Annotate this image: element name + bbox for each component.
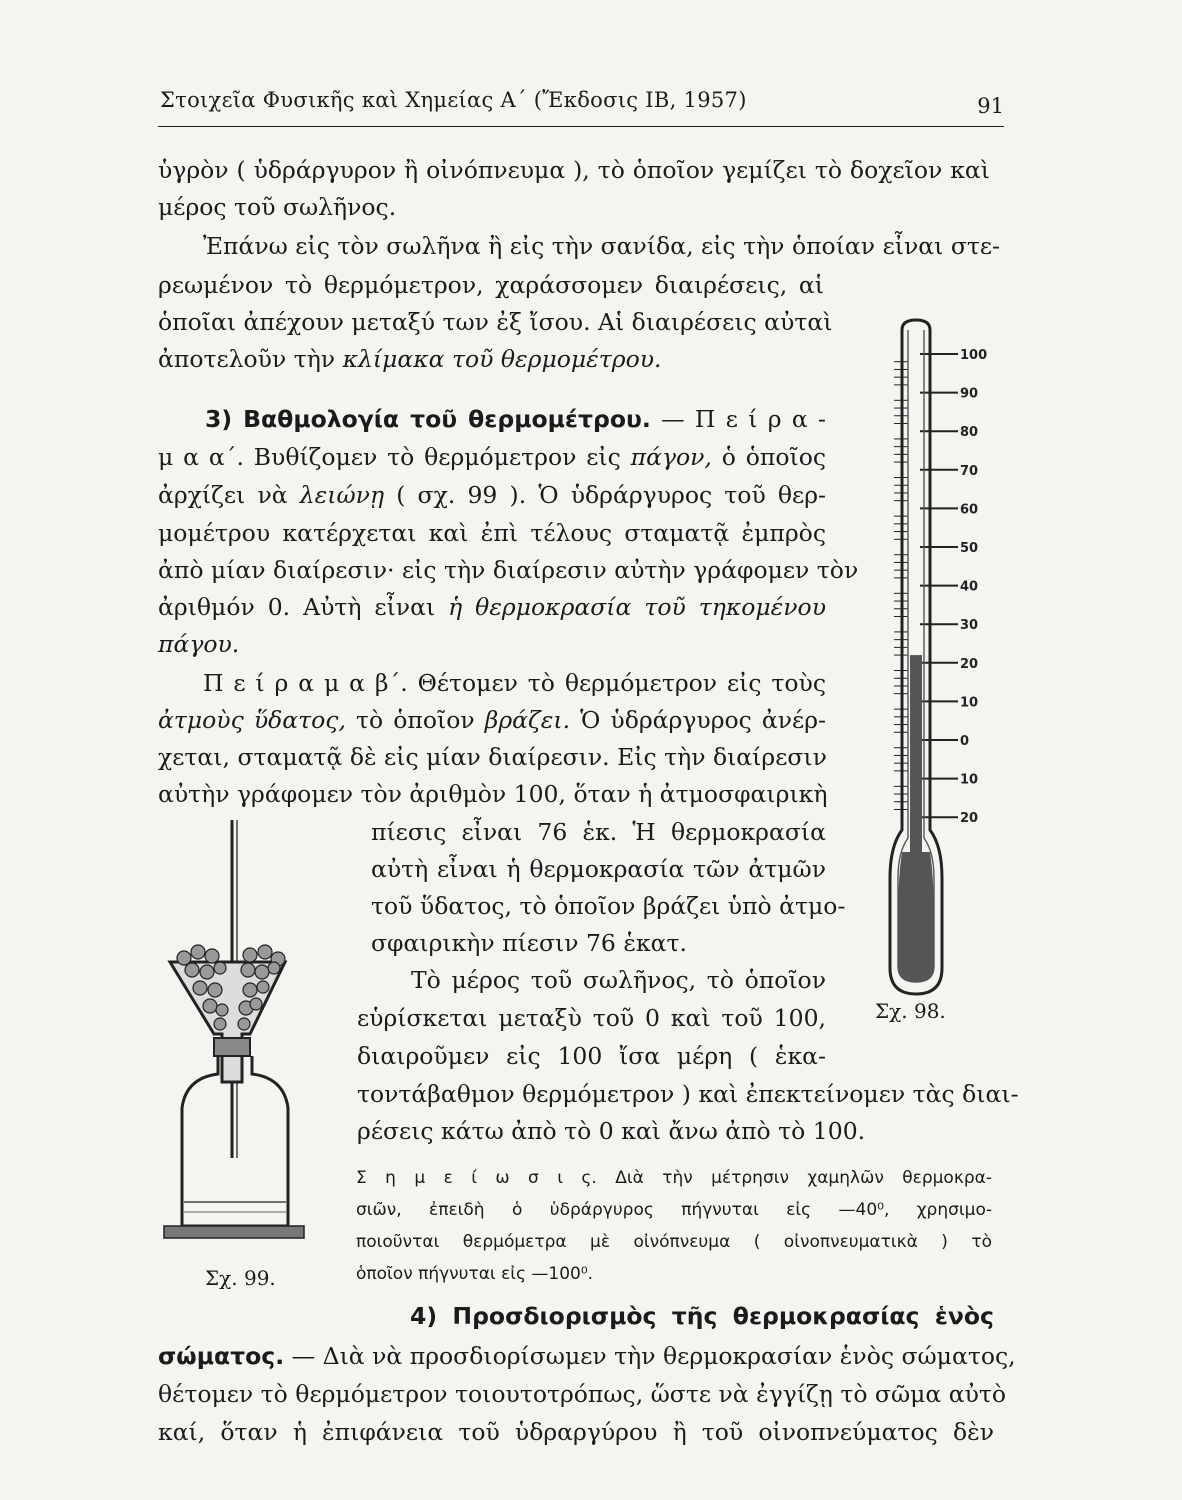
note-line: ὁποῖον πήγνυται εἰς —100⁰.: [356, 1264, 594, 1284]
scale-label: 20: [960, 656, 979, 672]
text-line: καί, ὅταν ἡ ἐπιφάνεια τοῦ ὑδραργύρου ἢ τοῦ οἰνοπνεύματος δὲν: [158, 1418, 994, 1446]
text-line: ρεωμένον τὸ θερμόμετρον, χαράσσομεν διαιρέσεις, αἱ: [158, 271, 824, 299]
running-header: [158, 86, 1004, 127]
scale-label: 10: [960, 772, 979, 788]
term-scale: κλίμακα τοῦ θερμομέτρου.: [342, 345, 662, 373]
text-line: διαιροῦμεν εἰς 100 ἴσα μέρη ( ἑκα-: [357, 1042, 826, 1070]
note-line: ποιοῦνται θερμόμετρα μὲ οἰνόπνευμα ( οἰνοπνευματικὰ ) τὸ: [356, 1232, 992, 1252]
scale-label: 30: [960, 618, 979, 634]
mercury-column: [910, 655, 922, 852]
text-line: θέτομεν τὸ θερμόμετρον τοιουτοτρόπως, ὥστε νὰ ἐγγίζῃ τὸ σῶμα αὐτὸ: [158, 1380, 1007, 1408]
text-line: τοῦ ὕδατος, τὸ ὁποῖον βράζει ὑπὸ ἀτμο-: [371, 892, 846, 920]
text-line: ἀτμοὺς ὕδατος, τὸ ὁποῖον βράζει. Ὁ ὑδράργυρος ἀνέρ-: [158, 706, 826, 734]
text-line: ἀπὸ μίαν διαίρεσιν· εἰς τὴν διαίρεσιν αὐτὴν γράφομεν τὸν: [158, 556, 859, 584]
funnel: [170, 962, 285, 1082]
scale-label: 100: [960, 348, 988, 363]
scale-label: 70: [960, 463, 979, 479]
scale-label: 40: [960, 579, 979, 595]
figure-98-caption: Σχ. 98.: [875, 999, 946, 1023]
scale-label: 0: [960, 734, 970, 749]
base-plate: [164, 1226, 304, 1238]
figure-99-caption: Σχ. 99.: [205, 1266, 276, 1290]
text-line: ρέσεις κάτω ἀπὸ τὸ 0 καὶ ἄνω ἀπὸ τὸ 100.: [357, 1117, 866, 1145]
text-line: τοντάβαθμον θερμόμετρον ) καὶ ἐπεκτείνομεν τὰς διαι-: [357, 1080, 1019, 1108]
text-line: σφαιρικὴν πίεσιν 76 ἑκατ.: [371, 929, 687, 957]
section-3-heading: 3) Βαθμολογία τοῦ θερμομέτρου.: [205, 405, 651, 433]
section-heading: 3) Βαθμολογία τοῦ θερμομέτρου. — Π ε ί ρ α -: [205, 405, 826, 433]
stopper: [214, 1038, 250, 1056]
text-line: χεται, σταματᾷ δὲ εἰς μίαν διαίρεσιν. Εἰς τὴν διαίρεσιν: [158, 743, 827, 771]
text-line: μέρος τοῦ σωλῆνος.: [158, 193, 397, 221]
text-line: αὐτὴ εἶναι ἡ θερμοκρασία τῶν ἀτμῶν: [371, 855, 826, 883]
page-number: 91: [977, 94, 1004, 118]
text-line: ἀριθμόν 0. Αὐτὴ εἶναι ἡ θερμοκρασία τοῦ τηκομένου: [158, 593, 826, 621]
text-line: Π ε ί ρ α μ α β΄. Θέτομεν τὸ θερμόμετρον εἰς τοὺς: [203, 669, 826, 697]
text-line: αὐτὴν γράφομεν τὸν ἀριθμὸν 100, ὅταν ἡ ἀτμοσφαιρικὴ: [158, 780, 828, 808]
text-line: ἀποτελοῦν τὴν κλίμακα τοῦ θερμομέτρου.: [158, 345, 662, 373]
text-line: μ α α΄. Βυθίζομεν τὸ θερμόμετρον εἰς πάγον, ὁ ὁποῖος: [158, 443, 827, 471]
text-line: μομέτρου κατέρχεται καὶ ἐπὶ τέλους σταματᾷ ἐμπρὸς: [158, 519, 826, 547]
text-line: εὑρίσκεται μεταξὺ τοῦ 0 καὶ τοῦ 100,: [357, 1004, 826, 1032]
header-title: Στοιχεῖα Φυσικῆς καὶ Χημείας Α΄ (Ἔκδοσις ΙΒ, 1957): [160, 88, 747, 112]
figure-98-thermometer: [880, 318, 990, 998]
text-line: πάγου.: [158, 630, 240, 658]
text-line: ὑγρὸν ( ὑδράργυρον ἢ οἰνόπνευμα ), τὸ ὁποῖον γεμίζει τὸ δοχεῖον καὶ: [158, 156, 990, 184]
text-line: Τὸ μέρος τοῦ σωλῆνος, τὸ ὁποῖον: [411, 966, 826, 994]
scale-label: 80: [960, 425, 979, 441]
scale-label: 50: [960, 541, 979, 556]
mercury-bulb: [898, 852, 934, 982]
text-line: ὁποῖαι ἀπέχουν μεταξύ των ἐξ ἴσου. Αἱ διαιρέσεις αὐταὶ: [158, 308, 833, 336]
figure-99-apparatus: [150, 812, 310, 1250]
scale-label: 20: [960, 811, 979, 827]
scale-label: 90: [960, 386, 979, 402]
note-line: Σ η μ ε ί ω σ ι ς. Διὰ τὴν μέτρησιν χαμηλῶν θερμοκρα-: [356, 1168, 992, 1188]
section-4-heading: 4) Προσδιορισμὸς τῆς θερμοκρασίας ἑνὸς: [410, 1302, 994, 1330]
note-label: Σ η μ ε ί ω σ ι ς.: [356, 1168, 597, 1188]
text-line: Ἐπάνω εἰς τὸν σωλῆνα ἢ εἰς τὴν σανίδα, εἰς τὴν ὁποίαν εἶναι στε-: [203, 232, 1000, 260]
text-line: σώματος. — Διὰ νὰ προσδιορίσωμεν τὴν θερμοκρασίαν ἑνὸς σώματος,: [158, 1342, 1016, 1370]
scale-label: 60: [960, 502, 979, 518]
text-line: πίεσις εἶναι 76 ἑκ. Ἡ θερμοκρασία: [371, 818, 826, 846]
text-line: ἀρχίζει νὰ λειώνῃ ( σχ. 99 ). Ὁ ὑδράργυρος τοῦ θερ-: [158, 481, 826, 509]
section-4-heading-cont: σώματος.: [158, 1342, 285, 1370]
note-line: σιῶν, ἐπειδὴ ὁ ὑδράργυρος πήγνυται εἰς —40⁰, χρησιμο-: [356, 1200, 992, 1220]
scale-label: 10: [960, 695, 979, 711]
